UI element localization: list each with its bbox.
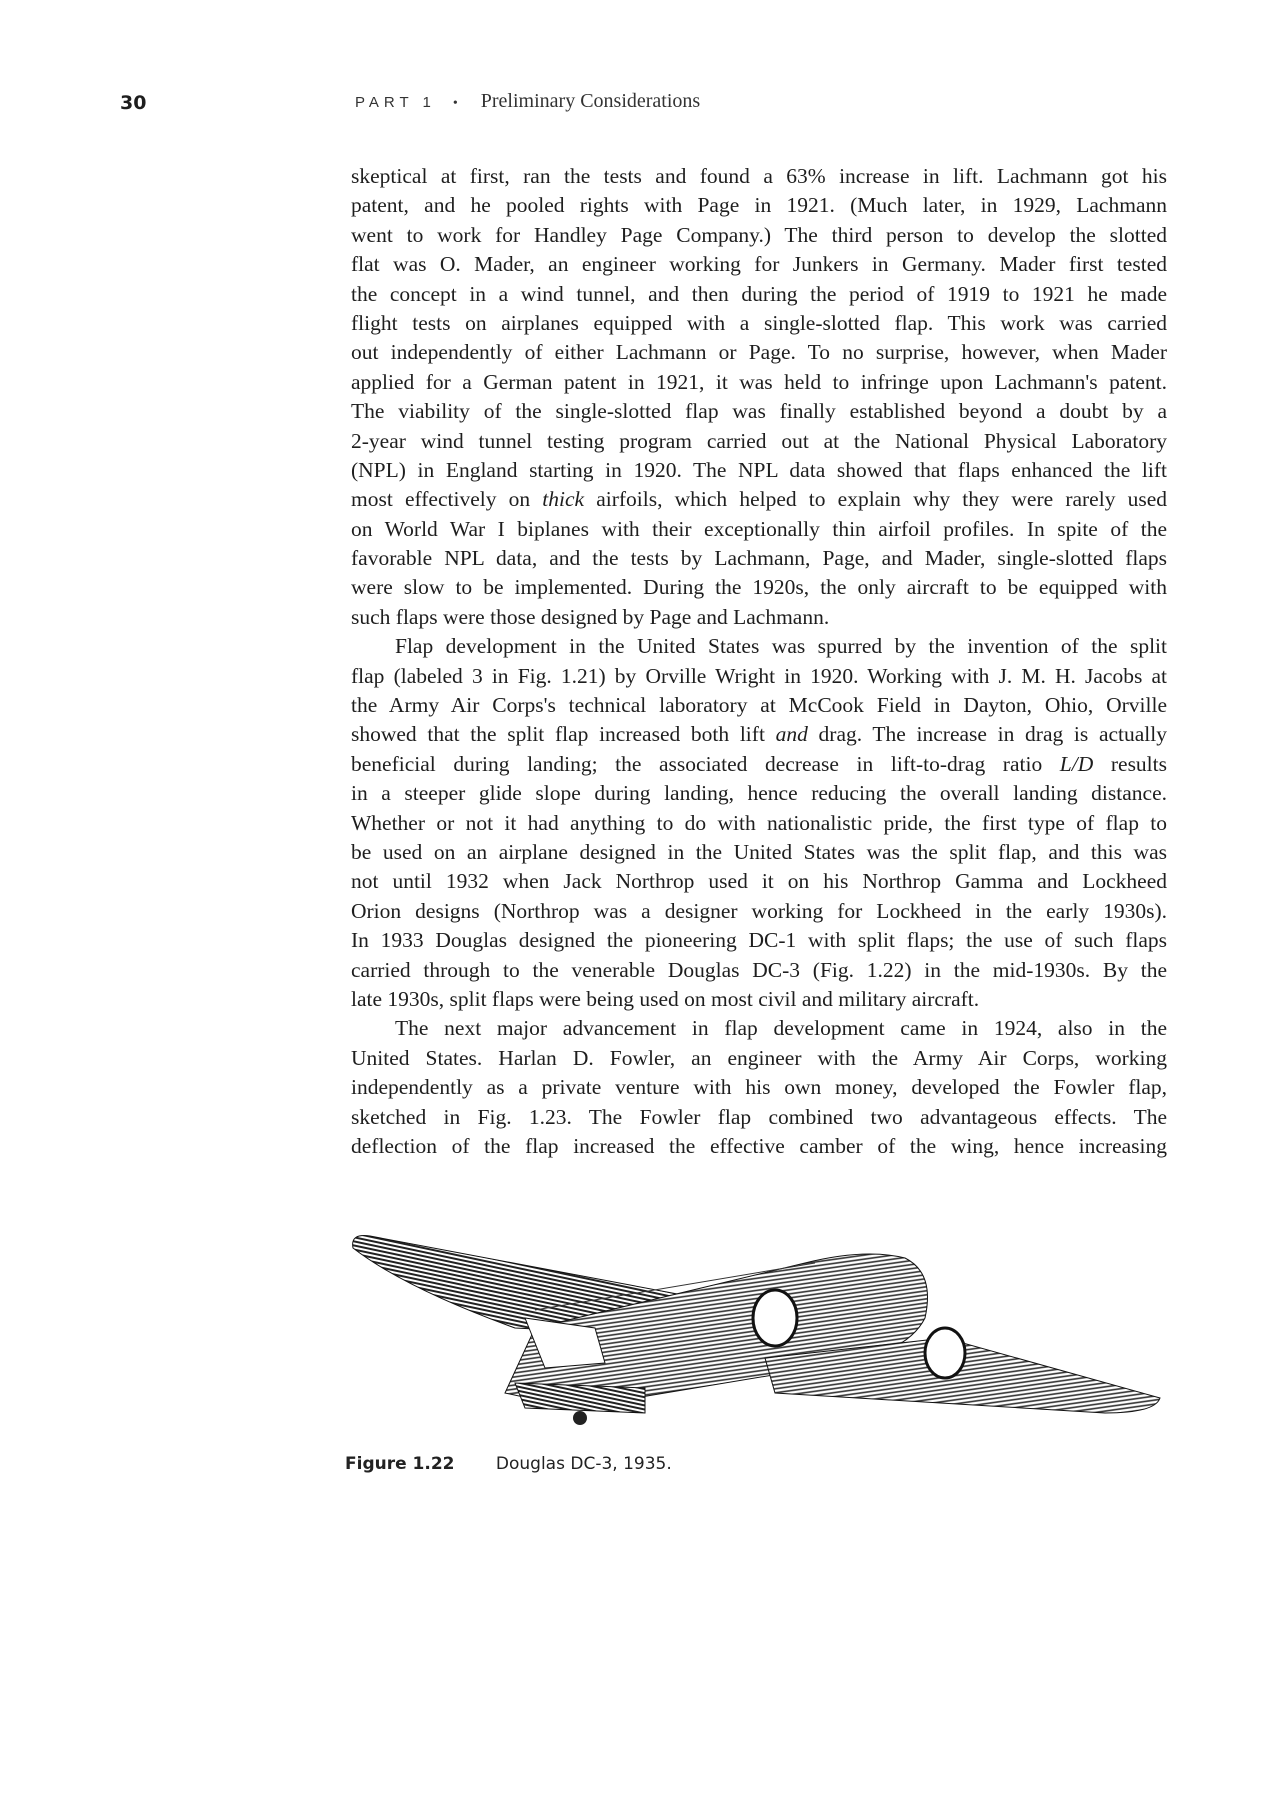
text-segment: In 1933 Douglas designed the pioneering DC-1 with split flaps; the use of such flaps — [351, 928, 1167, 953]
text-segment: airfoils, which helped to explain why they were rarely used — [584, 487, 1168, 512]
text-line — [351, 456, 1167, 485]
text-segment: most effectively on — [351, 487, 543, 512]
text-segment: applied for a German patent in 1921, it was held to infringe upon Lachmann's patent. — [351, 369, 1167, 394]
text-line — [351, 1103, 1167, 1132]
text-segment: skeptical at first, ran the tests and found a 63% increase in lift. Lachmann got his — [351, 164, 1167, 188]
text-line — [351, 838, 1167, 867]
text-segment: such flaps were those designed by Page and Lachmann. — [351, 604, 830, 629]
text-line — [351, 750, 1167, 779]
text-line — [351, 1044, 1167, 1073]
text-line — [351, 632, 1167, 661]
text-segment: flight tests on airplanes equipped with a single-slotted flap. This work was carried — [351, 310, 1167, 335]
figure-caption-text: Douglas DC-3, 1935. — [495, 1454, 672, 1474]
text-line — [351, 897, 1167, 926]
text-line — [351, 1132, 1167, 1161]
text-line — [351, 662, 1167, 691]
figure-label: Figure 1.22 — [345, 1454, 455, 1474]
text-segment: were slow to be implemented. During the 1920s, the only aircraft to be equipped with — [351, 575, 1167, 600]
part-label: PART 1 — [355, 94, 436, 111]
text-line — [351, 485, 1167, 514]
text-line — [351, 544, 1167, 573]
italic-text: thick — [542, 487, 585, 512]
text-segment: (NPL) in England starting in 1920. The NPL data showed that flaps enhanced the lift — [351, 457, 1167, 482]
text-segment: results — [1093, 751, 1167, 776]
text-segment: United States. Harlan D. Fowler, an engineer with the Army Air Corps, working — [351, 1045, 1167, 1070]
text-segment: beneficial during landing; the associated decrease in lift-to-drag ratio — [351, 751, 1060, 776]
text-line — [351, 691, 1167, 720]
text-segment: deflection of the flap increased the effective camber of the wing, hence increasing — [351, 1133, 1167, 1158]
text-segment: flat was O. Mader, an engineer working for Junkers in Germany. Mader first tested — [351, 252, 1167, 277]
text-line — [351, 191, 1167, 220]
text-segment: 2-year wind tunnel testing program carried out at the National Physical Laboratory — [351, 428, 1167, 453]
text-segment: out independently of either Lachmann or Page. To no surprise, however, when Mader — [351, 340, 1167, 365]
text-line — [351, 250, 1167, 279]
text-segment: be used on an airplane designed in the United States was the split flap, and this was — [351, 839, 1167, 864]
text-line — [351, 221, 1167, 250]
text-segment: sketched in Fig. 1.23. The Fowler flap combined two advantageous effects. The — [351, 1104, 1167, 1129]
page-number: 30 — [120, 92, 147, 114]
text-line — [351, 338, 1167, 367]
text-segment: carried through to the venerable Douglas DC-3 (Fig. 1.22) in the mid-1930s. By the — [351, 957, 1167, 982]
running-header — [355, 90, 700, 113]
text-segment: on World War I biplanes with their exceptionally thin airfoil profiles. In spite of the — [351, 516, 1167, 541]
text-line — [351, 603, 1167, 632]
right-engine — [925, 1328, 965, 1378]
text-segment: not until 1932 when Jack Northrop used it on his Northrop Gamma and Lockheed — [351, 869, 1167, 894]
text-line — [351, 1014, 1167, 1043]
text-line — [351, 809, 1167, 838]
text-line — [351, 427, 1167, 456]
text-line — [351, 779, 1167, 808]
text-segment: The next major advancement in flap development came in 1924, also in the — [395, 1016, 1167, 1041]
text-segment: Orion designs (Northrop was a designer working for Lockheed in the early 1930s). — [351, 898, 1167, 923]
text-segment: Flap development in the United States was spurred by the invention of the split — [395, 634, 1167, 659]
text-segment: independently as a private venture with his own money, developed the Fowler flap, — [351, 1075, 1167, 1100]
douglas-dc3-illustration — [345, 1218, 1165, 1433]
section-title: Preliminary Considerations — [480, 90, 701, 112]
text-line — [351, 867, 1167, 896]
text-segment: showed that the split flap increased both lift — [351, 722, 776, 747]
text-segment: patent, and he pooled rights with Page in 1921. (Much later, in 1929, Lachmann — [351, 193, 1167, 218]
text-line — [351, 309, 1167, 338]
italic-text: L/D — [1059, 751, 1094, 776]
text-line — [351, 956, 1167, 985]
text-line — [351, 162, 1167, 191]
text-segment: in a steeper glide slope during landing, hence reducing the overall landing distance. — [351, 781, 1167, 806]
text-segment: went to work for Handley Page Company.) The third person to develop the slotted — [351, 222, 1167, 247]
text-segment: The viability of the single-slotted flap was finally established beyond a doubt by a — [351, 399, 1167, 424]
figure-caption — [345, 1454, 672, 1474]
body-text — [351, 162, 1167, 1161]
text-line — [351, 368, 1167, 397]
tail-wheel — [573, 1411, 587, 1425]
tailplane — [515, 1383, 645, 1413]
text-segment: late 1930s, split flaps were being used on most civil and military aircraft. — [351, 986, 980, 1011]
italic-text: and — [775, 722, 808, 747]
bullet-separator: • — [452, 96, 458, 111]
text-segment: the Army Air Corps's technical laboratory at McCook Field in Dayton, Ohio, Orville — [351, 693, 1167, 718]
text-line — [351, 515, 1167, 544]
text-line — [351, 280, 1167, 309]
text-line — [351, 397, 1167, 426]
text-line — [351, 1073, 1167, 1102]
text-line — [351, 926, 1167, 955]
text-segment: flap (labeled 3 in Fig. 1.21) by Orville Wright in 1920. Working with J. M. H. Jacobs at — [351, 663, 1167, 688]
text-line — [351, 573, 1167, 602]
text-segment: the concept in a wind tunnel, and then during the period of 1919 to 1921 he made — [351, 281, 1167, 306]
text-line — [351, 985, 1167, 1014]
left-engine — [753, 1290, 797, 1346]
text-segment: Whether or not it had anything to do with nationalistic pride, the first type of flap to — [351, 810, 1167, 835]
text-segment: drag. The increase in drag is actually — [807, 722, 1167, 747]
text-line — [351, 720, 1167, 749]
text-segment: favorable NPL data, and the tests by Lachmann, Page, and Mader, single-slotted flaps — [351, 546, 1167, 571]
